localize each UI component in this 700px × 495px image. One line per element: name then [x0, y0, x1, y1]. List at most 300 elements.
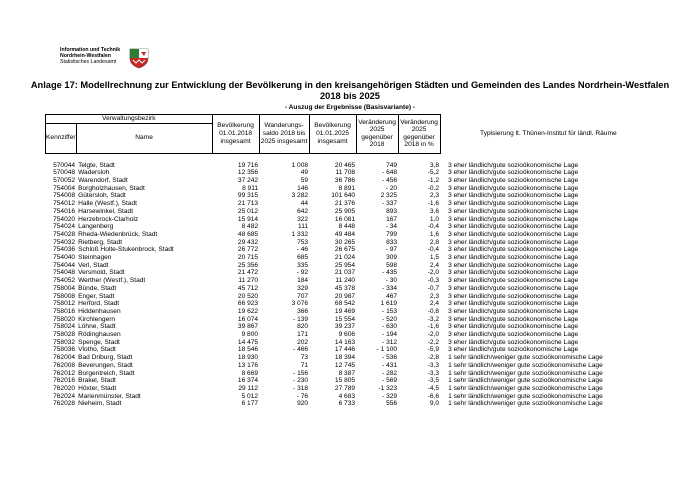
- table-row: [46, 308, 657, 316]
- veraenderung-pct-cell: -0,3: [427, 277, 440, 285]
- table-row: [46, 377, 657, 385]
- kennziffer-cell: 754032: [53, 238, 76, 246]
- name-cell: Rödinghausen: [78, 331, 121, 339]
- table-row: [46, 323, 657, 331]
- header-bev2018: Bevölkerung 01.01.2018 insgesamt: [212, 115, 259, 154]
- logo-text: [60, 47, 120, 66]
- bev2018-cell: 9 800: [241, 331, 259, 339]
- kennziffer-cell: 754052: [53, 277, 76, 285]
- name-cell: Schloß Holte-Stukenbrock, Stadt: [78, 246, 174, 254]
- typisierung-cell: 1 sehr ländlich/weniger gute sozioökonomische Lage: [448, 400, 603, 408]
- bev2018-cell: 99 315: [237, 192, 259, 200]
- wanderung-cell: 322: [297, 215, 309, 223]
- table-row: [46, 231, 657, 239]
- kennziffer-cell: 758032: [53, 338, 76, 346]
- logo-line-3: Statistisches Landesamt: [60, 59, 117, 66]
- name-cell: Versmold, Stadt: [78, 269, 125, 277]
- typisierung-cell: 3 eher ländlich/gute sozioökonomische Lage: [448, 277, 579, 285]
- veraenderung-pct-cell: -5,2: [427, 169, 440, 177]
- name-cell: Rheda-Wiedenbrück, Stadt: [78, 230, 158, 238]
- veraenderung-cell: - 34: [385, 223, 398, 231]
- table-row: [46, 269, 657, 277]
- kennziffer-cell: 754036: [53, 246, 76, 254]
- bev2025-cell: 14 163: [334, 338, 356, 346]
- typisierung-cell: 3 eher ländlich/gute sozioökonomische Lage: [448, 315, 579, 323]
- wanderung-cell: 202: [297, 338, 309, 346]
- bev2025-cell: 27 789: [334, 384, 356, 392]
- veraenderung-cell: 556: [386, 400, 398, 408]
- bev2018-cell: 29 432: [237, 238, 259, 246]
- bev2025-cell: 8 387: [338, 369, 356, 377]
- veraenderung-pct-cell: -3,3: [427, 361, 440, 369]
- wanderung-cell: 44: [300, 200, 309, 208]
- veraenderung-pct-cell: 2,4: [429, 300, 440, 308]
- typisierung-cell: 3 eher ländlich/gute sozioökonomische Lage: [448, 346, 579, 354]
- bev2018-cell: 5 012: [241, 392, 259, 400]
- kennziffer-cell: 754008: [53, 192, 76, 200]
- bev2018-cell: 20 715: [237, 254, 259, 262]
- bev2025-cell: 49 484: [334, 230, 356, 238]
- bev2025-cell: 9 606: [338, 331, 356, 339]
- bev2018-cell: 14 475: [237, 338, 259, 346]
- wanderung-cell: - 230: [293, 377, 309, 385]
- veraenderung-cell: 833: [386, 238, 398, 246]
- table-row: [46, 277, 657, 285]
- veraenderung-pct-cell: -0,4: [427, 223, 440, 231]
- veraenderung-pct-cell: -5,9: [427, 346, 440, 354]
- kennziffer-cell: 758004: [53, 284, 76, 292]
- veraenderung-cell: - 282: [382, 369, 398, 377]
- kennziffer-cell: 758024: [53, 323, 76, 331]
- veraenderung-cell: - 312: [382, 338, 398, 346]
- veraenderung-pct-cell: 2,3: [429, 292, 440, 300]
- name-cell: Halle (Westf.), Stadt: [78, 200, 137, 208]
- kennziffer-cell: 570048: [53, 169, 76, 177]
- kennziffer-cell: 570052: [53, 177, 76, 184]
- veraenderung-pct-cell: 9,0: [429, 400, 440, 408]
- table-row: [46, 300, 657, 308]
- typisierung-cell: 3 eher ländlich/gute sozioökonomische Lage: [448, 184, 579, 192]
- wanderung-cell: 1 008: [291, 161, 309, 169]
- typisierung-cell: 3 eher ländlich/gute sozioökonomische Lage: [448, 200, 579, 208]
- wanderung-cell: - 318: [293, 384, 309, 392]
- veraenderung-cell: - 648: [382, 169, 398, 177]
- bev2025-cell: 36 786: [334, 177, 356, 184]
- wanderung-cell: 707: [297, 292, 309, 300]
- bev2025-cell: 45 378: [334, 284, 356, 292]
- bev2018-cell: 29 112: [238, 384, 259, 392]
- bev2025-cell: 19 469: [334, 307, 356, 315]
- table-row: [46, 293, 657, 301]
- bev2018-cell: 48 685: [237, 230, 259, 238]
- veraenderung-cell: 167: [386, 215, 398, 223]
- typisierung-cell: 3 eher ländlich/gute sozioökonomische Lage: [448, 254, 579, 262]
- bev2018-cell: 20 520: [237, 292, 259, 300]
- table-row: [46, 239, 657, 247]
- typisierung-cell: 3 eher ländlich/gute sozioökonomische Lage: [448, 338, 579, 346]
- veraenderung-pct-cell: -0,4: [427, 246, 440, 254]
- veraenderung-pct-cell: 3,6: [429, 207, 440, 215]
- veraenderung-pct-cell: 1,0: [429, 215, 440, 223]
- name-cell: Spenge, Stadt: [78, 338, 120, 346]
- wanderung-cell: - 46: [296, 246, 309, 254]
- kennziffer-cell: 762020: [53, 384, 76, 392]
- table-row: [46, 208, 657, 216]
- name-cell: Höxter, Stadt: [78, 384, 117, 392]
- bev2018-cell: 12 356: [237, 169, 259, 177]
- wanderung-cell: 171: [297, 331, 309, 339]
- header-wanderung: Wanderungs- saldo 2018 bis 2025 insgesamt: [259, 115, 309, 154]
- wanderung-cell: 59: [300, 177, 309, 184]
- wanderung-cell: - 76: [296, 392, 309, 400]
- kennziffer-cell: 570044: [53, 161, 76, 169]
- bev2025-cell: 39 237: [334, 323, 356, 331]
- kennziffer-cell: 754044: [53, 261, 76, 269]
- veraenderung-cell: - 520: [382, 315, 398, 323]
- wanderung-cell: 335: [297, 261, 309, 269]
- bev2018-cell: 37 242: [237, 177, 259, 184]
- name-cell: Warendorf, Stadt: [78, 177, 128, 184]
- bev2025-cell: 21 024: [334, 254, 356, 262]
- veraenderung-pct-cell: 3,8: [429, 161, 440, 169]
- veraenderung-cell: 1 619: [380, 300, 398, 308]
- bev2025-cell: 20 987: [334, 292, 356, 300]
- bev2018-cell: 25 012: [237, 207, 259, 215]
- veraenderung-cell: 799: [386, 230, 398, 238]
- kennziffer-cell: 754024: [53, 223, 76, 231]
- typisierung-cell: 3 eher ländlich/gute sozioökonomische Lage: [448, 207, 579, 215]
- bev2018-cell: 13 176: [237, 361, 259, 369]
- name-cell: Harsewinkel, Stadt: [78, 207, 134, 215]
- bev2018-cell: 6 177: [241, 400, 259, 408]
- name-cell: Verl, Stadt: [78, 261, 109, 269]
- veraenderung-cell: - 329: [382, 392, 398, 400]
- table-row: [46, 200, 657, 208]
- typisierung-cell: 3 eher ländlich/gute sozioökonomische Lage: [448, 331, 579, 339]
- wanderung-cell: 366: [297, 307, 309, 315]
- veraenderung-pct-cell: -2,2: [427, 338, 440, 346]
- bev2025-cell: 25 905: [334, 207, 356, 215]
- typisierung-cell: 3 eher ländlich/gute sozioökonomische Lage: [448, 215, 579, 223]
- veraenderung-pct-cell: -1,6: [427, 200, 440, 208]
- header-veraenderung-pct: Veränderung 2025 gegenüber 2018 in %: [398, 115, 440, 154]
- bev2018-cell: 8 669: [241, 369, 259, 377]
- veraenderung-cell: - 337: [382, 200, 398, 208]
- bev2025-cell: 11 240: [335, 277, 356, 285]
- wanderung-cell: 3 282: [291, 192, 309, 200]
- kennziffer-cell: 762004: [53, 354, 76, 362]
- kennziffer-cell: 754028: [53, 230, 76, 238]
- veraenderung-cell: 893: [386, 207, 398, 215]
- typisierung-cell: 3 eher ländlich/gute sozioökonomische Lage: [448, 230, 579, 238]
- name-cell: Löhne, Stadt: [78, 323, 116, 331]
- name-cell: Herford, Stadt: [78, 300, 120, 308]
- veraenderung-pct-cell: -3,2: [427, 315, 440, 323]
- table-row: [46, 285, 657, 293]
- kennziffer-cell: 762028: [53, 400, 76, 408]
- typisierung-cell: 3 eher ländlich/gute sozioökonomische Lage: [448, 169, 579, 177]
- veraenderung-pct-cell: -1,6: [427, 323, 440, 331]
- name-cell: Bünde, Stadt: [78, 284, 117, 292]
- bev2018-cell: 21 713: [237, 200, 259, 208]
- logo-line-1: Information und Technik: [60, 47, 121, 53]
- veraenderung-pct-cell: -4,5: [427, 384, 440, 392]
- name-cell: Marienmünster, Stadt: [78, 392, 141, 400]
- veraenderung-pct-cell: -3,5: [427, 377, 440, 385]
- typisierung-cell: 1 sehr ländlich/weniger gute sozioökonomische Lage: [448, 392, 603, 400]
- veraenderung-cell: - 435: [382, 269, 398, 277]
- table-row: [46, 346, 657, 354]
- typisierung-cell: 3 eher ländlich/gute sozioökonomische Lage: [448, 238, 579, 246]
- typisierung-cell: 3 eher ländlich/gute sozioökonomische Lage: [448, 161, 579, 169]
- kennziffer-cell: 758008: [53, 292, 76, 300]
- kennziffer-cell: 754004: [53, 184, 76, 192]
- veraenderung-cell: - 97: [385, 246, 398, 254]
- header-verwaltungsbezirk: Verwaltungsbezirk: [46, 115, 213, 124]
- veraenderung-cell: -1 323: [378, 384, 398, 392]
- table-row: [46, 177, 657, 185]
- typisierung-cell: 1 sehr ländlich/weniger gute sozioökonomische Lage: [448, 377, 603, 385]
- veraenderung-pct-cell: -0,2: [427, 184, 440, 192]
- veraenderung-cell: 2 325: [380, 192, 398, 200]
- typisierung-cell: 3 eher ländlich/gute sozioökonomische Lage: [448, 246, 579, 254]
- bev2018-cell: 25 356: [237, 261, 259, 269]
- typisierung-cell: 3 eher ländlich/gute sozioökonomische Lage: [448, 323, 579, 331]
- wanderung-cell: 3 076: [291, 300, 309, 308]
- veraenderung-pct-cell: 1,6: [429, 230, 440, 238]
- bev2025-cell: 101 640: [331, 192, 356, 200]
- name-cell: Telgte, Stadt: [78, 161, 115, 169]
- bev2025-cell: 15 805: [334, 377, 356, 385]
- bev2018-cell: 16 074: [237, 315, 259, 323]
- bev2025-cell: 68 542: [334, 300, 356, 308]
- bev2018-cell: 39 867: [237, 323, 259, 331]
- bev2025-cell: 21 037: [334, 269, 356, 277]
- bev2025-cell: 21 376: [334, 200, 356, 208]
- veraenderung-pct-cell: -1,2: [427, 177, 440, 184]
- wanderung-cell: 920: [297, 400, 309, 408]
- bev2025-cell: 6 733: [338, 400, 356, 408]
- wanderung-cell: 73: [300, 354, 309, 362]
- veraenderung-cell: - 431: [382, 361, 398, 369]
- veraenderung-cell: - 194: [382, 331, 398, 339]
- veraenderung-cell: - 334: [382, 284, 398, 292]
- table-row: [46, 354, 657, 362]
- name-cell: Werther (Westf.), Stadt: [78, 277, 146, 285]
- table-row: [46, 169, 657, 177]
- veraenderung-cell: - 20: [385, 184, 398, 192]
- header-typisierung: Typisierung lt. Thünen-Institut für ländl. Räume: [480, 130, 617, 137]
- wanderung-cell: 111: [298, 223, 309, 231]
- bev2025-cell: 8 448: [338, 223, 356, 231]
- veraenderung-cell: - 630: [382, 323, 398, 331]
- wanderung-cell: 184: [297, 277, 309, 285]
- name-cell: Herzebrock-Clarholz: [78, 215, 139, 223]
- table-row: [46, 339, 657, 347]
- bev2018-cell: 19 716: [237, 161, 259, 169]
- typisierung-cell: 3 eher ländlich/gute sozioökonomische Lage: [448, 292, 579, 300]
- wanderung-cell: 685: [297, 254, 309, 262]
- bev2025-cell: 20 465: [334, 161, 356, 169]
- bev2025-cell: 11 708: [335, 169, 356, 177]
- table-row: [46, 400, 657, 408]
- kennziffer-cell: 754016: [53, 207, 76, 215]
- table-row: [46, 162, 657, 170]
- wanderung-cell: - 139: [293, 315, 309, 323]
- name-cell: Bad Driburg, Stadt: [78, 354, 133, 362]
- veraenderung-cell: - 456: [382, 177, 398, 184]
- typisierung-cell: 3 eher ländlich/gute sozioökonomische Lage: [448, 177, 579, 184]
- table-row: [46, 262, 657, 270]
- typisierung-cell: 1 sehr ländlich/weniger gute sozioökonomische Lage: [448, 361, 603, 369]
- table-row: [46, 185, 657, 193]
- name-cell: Enger, Stadt: [78, 292, 115, 300]
- bev2018-cell: 19 622: [237, 307, 259, 315]
- veraenderung-cell: - 536: [382, 354, 398, 362]
- veraenderung-pct-cell: -0,8: [427, 307, 440, 315]
- name-cell: Vlotho, Stadt: [78, 346, 116, 354]
- name-cell: Steinhagen: [78, 254, 112, 262]
- table-row: [46, 246, 657, 254]
- kennziffer-cell: 758012: [53, 300, 76, 308]
- veraenderung-pct-cell: 2,3: [429, 192, 440, 200]
- bev2018-cell: 8 482: [241, 223, 259, 231]
- bev2018-cell: 45 712: [237, 284, 259, 292]
- veraenderung-cell: - 153: [382, 307, 398, 315]
- name-cell: Rietberg, Stadt: [78, 238, 123, 246]
- name-cell: Borgentreich, Stadt: [78, 369, 135, 377]
- wanderung-cell: 642: [297, 207, 309, 215]
- typisierung-cell: 1 sehr ländlich/weniger gute sozioökonomische Lage: [448, 369, 603, 377]
- name-cell: Hiddenhausen: [78, 307, 121, 315]
- wanderung-cell: 329: [297, 284, 309, 292]
- veraenderung-cell: 309: [386, 254, 398, 262]
- veraenderung-cell: 467: [386, 292, 398, 300]
- wanderung-cell: 49: [300, 169, 309, 177]
- bev2018-cell: 16 374: [237, 377, 259, 385]
- kennziffer-cell: 754020: [53, 215, 76, 223]
- table-row: [46, 393, 657, 401]
- typisierung-cell: 1 sehr ländlich/weniger gute sozioökonomische Lage: [448, 384, 603, 392]
- wanderung-cell: - 466: [293, 346, 309, 354]
- veraenderung-cell: - 1 100: [376, 346, 398, 354]
- bev2018-cell: 15 914: [237, 215, 259, 223]
- name-cell: Borgholzhausen, Stadt: [78, 184, 145, 192]
- bev2018-cell: 18 546: [237, 346, 259, 354]
- kennziffer-cell: 762008: [53, 361, 76, 369]
- logo-line-2: Nordrhein-Westfalen: [60, 53, 111, 60]
- veraenderung-pct-cell: -3,3: [427, 369, 440, 377]
- table-row: [46, 216, 657, 224]
- typisierung-cell: 3 eher ländlich/gute sozioökonomische Lage: [448, 300, 579, 308]
- bev2018-cell: 26 772: [237, 246, 259, 254]
- bev2025-cell: 12 745: [334, 361, 356, 369]
- kennziffer-cell: 754012: [53, 200, 76, 208]
- page-subtitle: - Auszug der Ergebnisse (Basisvariante) -: [284, 104, 416, 111]
- veraenderung-pct-cell: 2,8: [429, 238, 440, 246]
- veraenderung-cell: 598: [386, 261, 398, 269]
- bev2025-cell: 18 394: [334, 354, 356, 362]
- table-row: [46, 362, 657, 370]
- bev2018-cell: 11 270: [238, 277, 259, 285]
- veraenderung-cell: 749: [386, 161, 398, 169]
- wanderung-cell: - 156: [293, 369, 309, 377]
- typisierung-cell: 3 eher ländlich/gute sozioökonomische Lage: [448, 269, 579, 277]
- veraenderung-pct-cell: -0,7: [427, 284, 440, 292]
- population-table: [45, 114, 656, 408]
- veraenderung-pct-cell: -6,6: [427, 392, 440, 400]
- typisierung-cell: 3 eher ländlich/gute sozioökonomische Lage: [448, 192, 579, 200]
- bev2025-cell: 25 954: [334, 261, 356, 269]
- typisierung-cell: 3 eher ländlich/gute sozioökonomische Lage: [448, 261, 579, 269]
- bev2018-cell: 18 930: [237, 354, 259, 362]
- bev2018-cell: 66 923: [237, 300, 259, 308]
- bev2025-cell: 26 675: [334, 246, 356, 254]
- table-row: [46, 192, 657, 200]
- kennziffer-cell: 762024: [53, 392, 76, 400]
- bev2025-cell: 15 554: [334, 315, 356, 323]
- table-row: [46, 316, 657, 324]
- name-cell: Beverungen, Stadt: [78, 361, 133, 369]
- bev2025-cell: 16 081: [334, 215, 356, 223]
- veraenderung-pct-cell: -2,0: [427, 331, 440, 339]
- kennziffer-cell: 758028: [53, 331, 76, 339]
- name-cell: Langenberg: [78, 223, 114, 231]
- wanderung-cell: 71: [300, 361, 309, 369]
- bev2025-cell: 8 891: [338, 184, 356, 192]
- wanderung-cell: - 92: [296, 269, 309, 277]
- bev2025-cell: 30 265: [334, 238, 356, 246]
- table-row: [46, 254, 657, 262]
- typisierung-cell: 3 eher ländlich/gute sozioökonomische Lage: [448, 307, 579, 315]
- name-cell: Nieheim, Stadt: [78, 400, 122, 408]
- typisierung-cell: 3 eher ländlich/gute sozioökonomische Lage: [448, 223, 579, 231]
- veraenderung-pct-cell: -2,8: [427, 354, 440, 362]
- name-cell: Brakel, Stadt: [78, 377, 116, 385]
- wanderung-cell: 820: [297, 323, 309, 331]
- wanderung-cell: 753: [297, 238, 309, 246]
- veraenderung-cell: - 569: [382, 377, 398, 385]
- kennziffer-cell: 754048: [53, 269, 76, 277]
- kennziffer-cell: 758036: [53, 346, 76, 354]
- veraenderung-pct-cell: 2,4: [429, 261, 440, 269]
- kennziffer-cell: 754040: [53, 254, 76, 262]
- kennziffer-cell: 762012: [53, 369, 76, 377]
- bev2018-cell: 21 472: [237, 269, 259, 277]
- table-row: [46, 370, 657, 378]
- kennziffer-cell: 758016: [53, 307, 76, 315]
- logo: [60, 47, 160, 69]
- header-veraenderung: Veränderung 2025 gegenüber 2018: [356, 115, 398, 154]
- table-row: [46, 223, 657, 231]
- wanderung-cell: 146: [297, 184, 309, 192]
- bev2025-cell: 17 446: [334, 346, 356, 354]
- bev2025-cell: 4 683: [338, 392, 356, 400]
- header-bev2025: Bevölkerung 01.01.2025 insgesamt: [309, 115, 356, 154]
- veraenderung-pct-cell: -2,0: [427, 269, 440, 277]
- nrw-coat-of-arms-icon: [128, 47, 150, 69]
- page-title: Anlage 17: Modellrechnung zur Entwicklung der Bevölkerung in den kreisangehörigen Städten und Gemeinden des Landes Nordrhein-Westfalen 2018 bis 2025: [30, 80, 670, 101]
- bev2018-cell: 8 911: [242, 184, 259, 192]
- typisierung-cell: 1 sehr ländlich/weniger gute sozioökonomische Lage: [448, 354, 603, 362]
- typisierung-cell: 3 eher ländlich/gute sozioökonomische Lage: [448, 284, 579, 292]
- table-row: [46, 331, 657, 339]
- name-cell: Kirchlengern: [78, 315, 116, 323]
- kennziffer-cell: 762016: [53, 377, 76, 385]
- kennziffer-cell: 758020: [53, 315, 76, 323]
- veraenderung-pct-cell: 1,5: [429, 254, 440, 262]
- wanderung-cell: 1 332: [291, 230, 309, 238]
